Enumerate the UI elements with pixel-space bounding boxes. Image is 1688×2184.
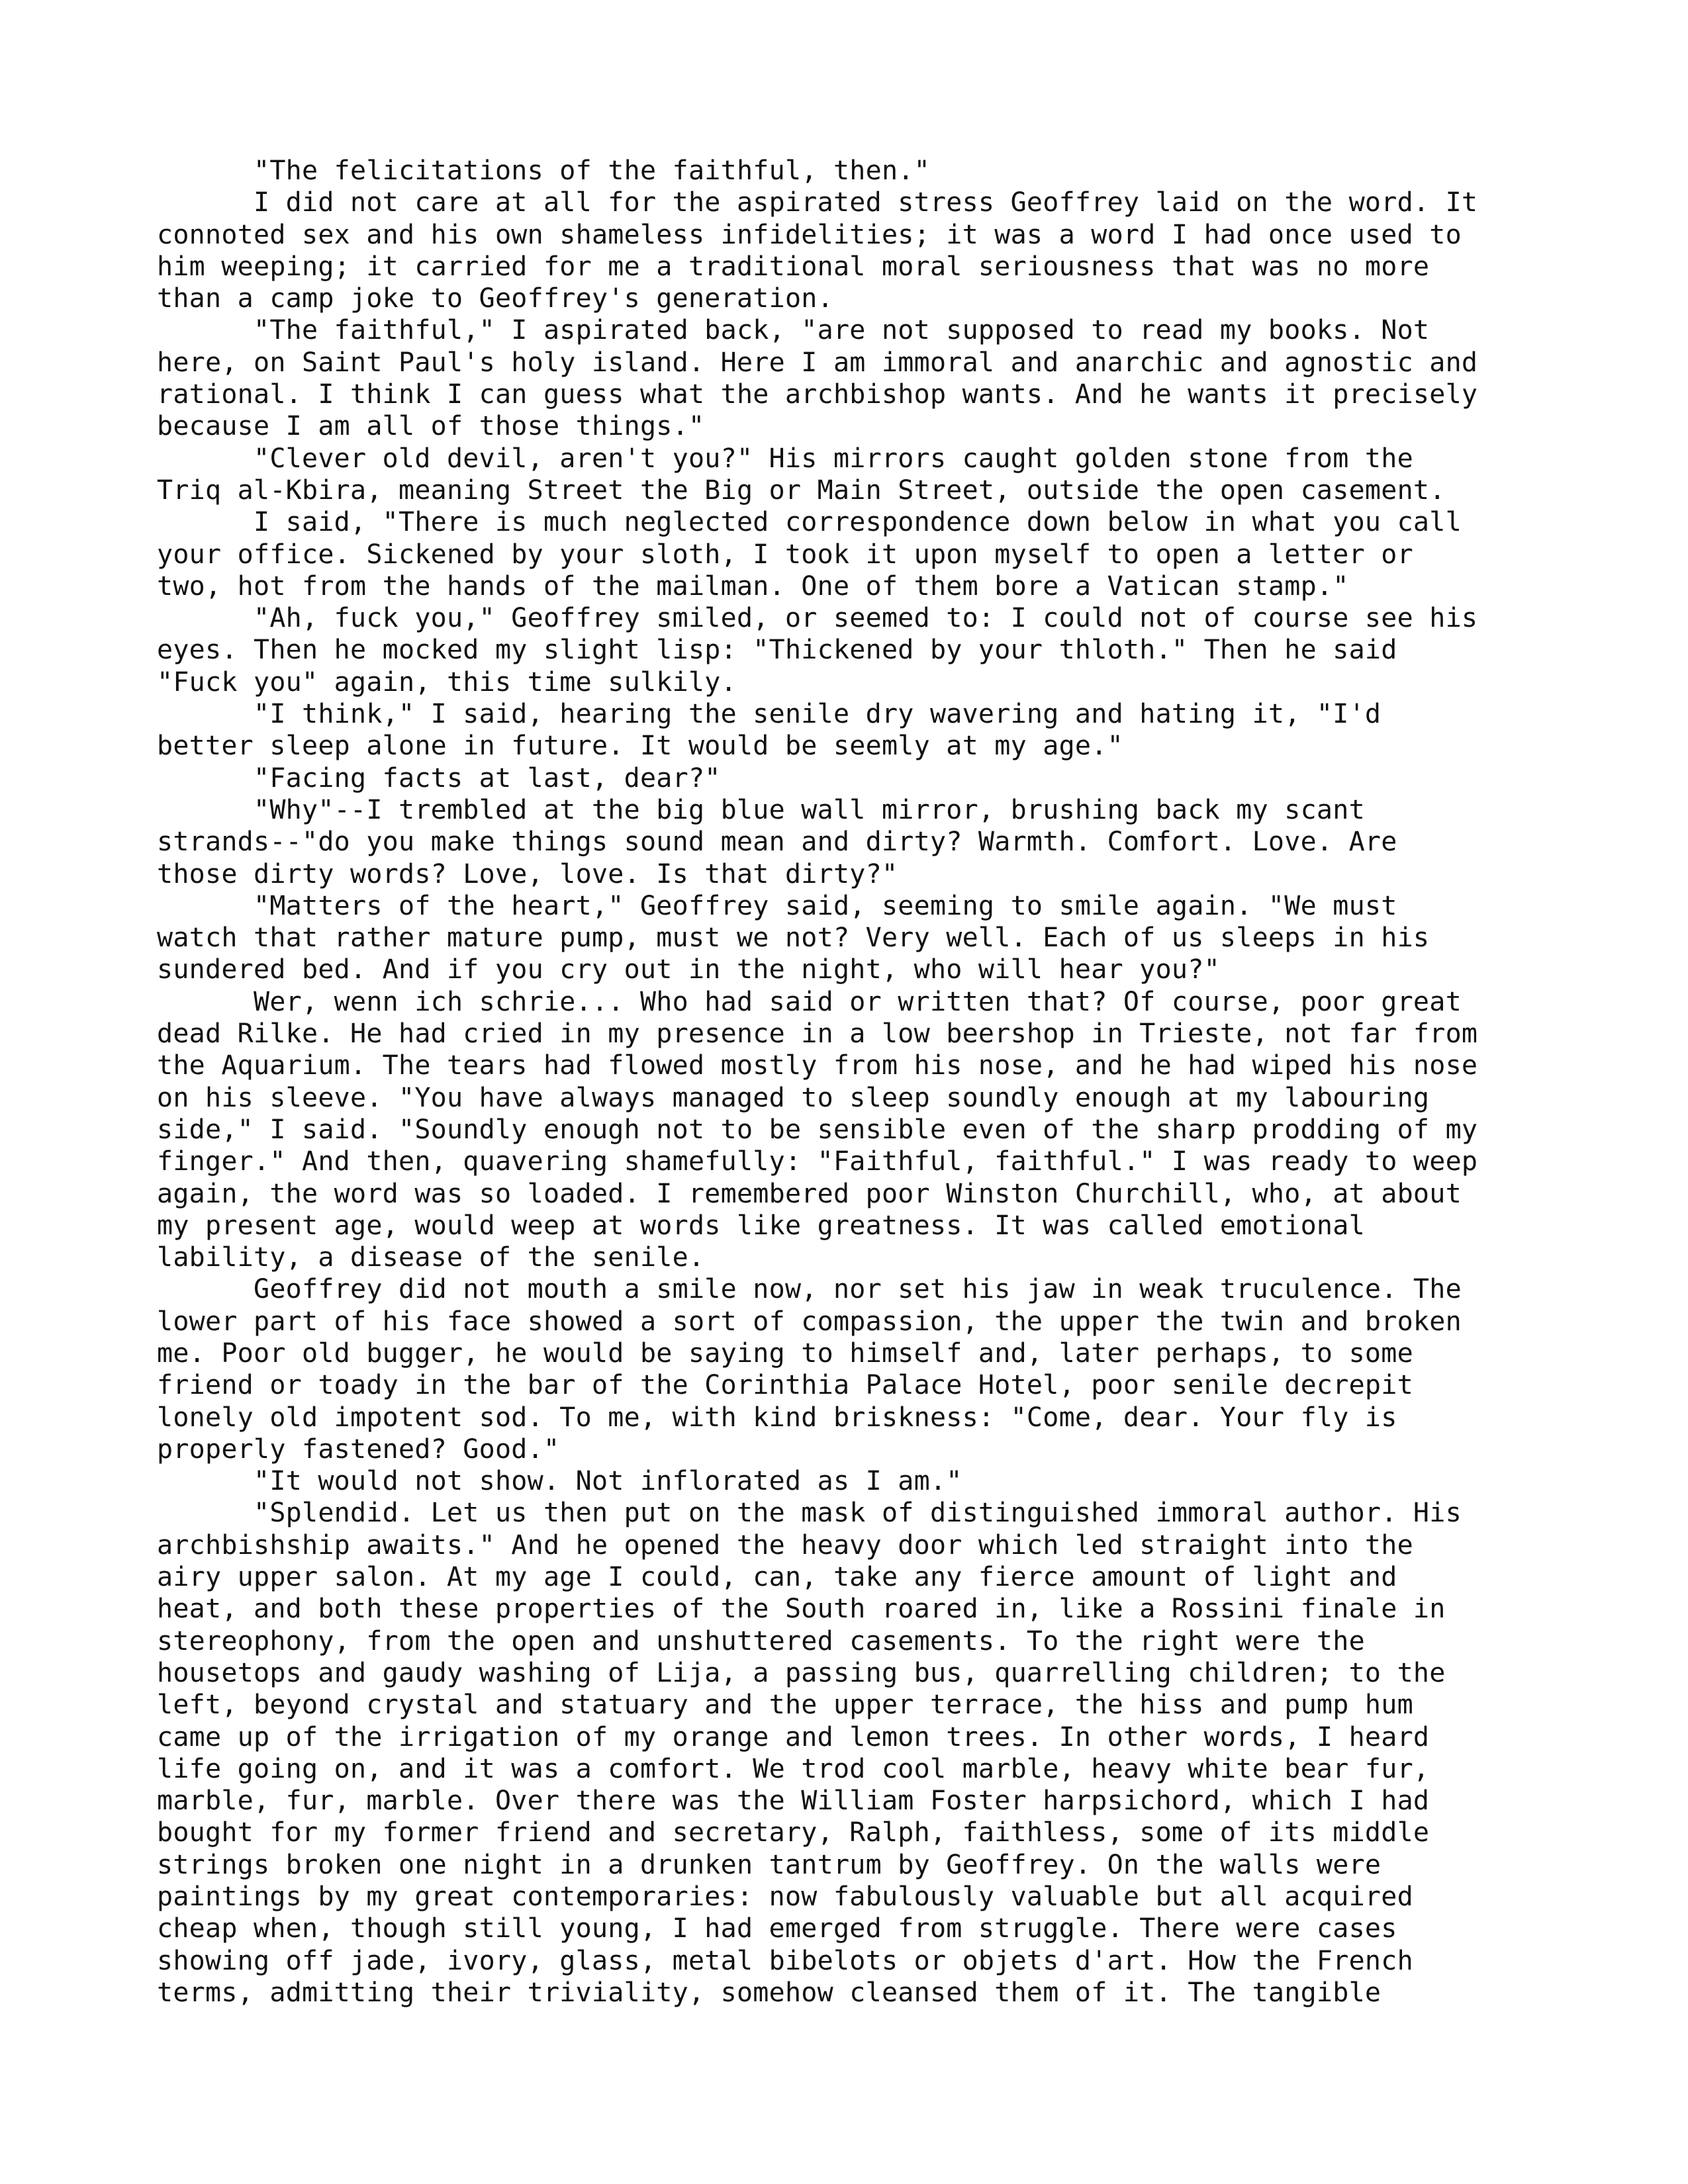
text-line: here, on Saint Paul's holy island. Here I am immoral and anarchic and agnostic and [157, 347, 1478, 378]
text-line: "Ah, fuck you," Geoffrey smiled, or seemed to: I could not of course see his [157, 603, 1478, 634]
text-line: I said, "There is much neglected correspondence down below in what you call [157, 507, 1462, 538]
text-line: two, hot from the hands of the mailman. One of them bore a Vatican stamp." [157, 570, 1349, 602]
text-line: "It would not show. Not inflorated as I am." [157, 1466, 962, 1497]
text-line: housetops and gaudy washing of Lija, a passing bus, quarrelling children; to the [157, 1657, 1446, 1688]
text-line: him weeping; it carried for me a traditional moral seriousness that was no more [157, 251, 1430, 282]
text-line: eyes. Then he mocked my slight lisp: "Thickened by your thloth." Then he said [157, 635, 1397, 666]
text-line: because I am all of those things." [157, 411, 705, 442]
text-line: airy upper salon. At my age I could, can, take any fierce amount of light and [157, 1562, 1397, 1593]
text-line: heat, and both these properties of the South roared in, like a Rossini finale in [157, 1594, 1446, 1625]
text-line: "Facing facts at last, dear?" [157, 762, 721, 794]
text-line: came up of the irrigation of my orange and lemon trees. In other words, I heard [157, 1721, 1430, 1752]
text-line: "The faithful," I aspirated back, "are not supposed to read my books. Not [157, 315, 1430, 346]
text-line: strings broken one night in a drunken tantrum by Geoffrey. On the walls were [157, 1849, 1382, 1880]
text-line: Triq al-Kbira, meaning Street the Big or Main Street, outside the open casement. [157, 475, 1446, 506]
text-line: marble, fur, marble. Over there was the William Foster harpsichord, which I had [157, 1786, 1430, 1817]
text-line: properly fastened? Good." [157, 1433, 560, 1465]
text-line: "Why"--I trembled at the big blue wall mirror, brushing back my scant [157, 794, 1365, 825]
text-line: those dirty words? Love, love. Is that dirty?" [157, 858, 898, 889]
text-line: "Clever old devil, aren't you?" His mirrors caught golden stone from the [157, 443, 1413, 474]
text-line: rational. I think I can guess what the archbishop wants. And he wants it precisely [157, 379, 1478, 410]
text-line: showing off jade, ivory, glass, metal bibelots or objets d'art. How the French [157, 1945, 1413, 1976]
text-line: side," I said. "Soundly enough not to be sensible even of the sharp prodding of my [157, 1114, 1478, 1145]
text-line: "Splendid. Let us then put on the mask of distinguished immoral author. His [157, 1498, 1462, 1529]
text-line: lonely old impotent sod. To me, with kind briskness: "Come, dear. Your fly is [157, 1402, 1397, 1433]
text-line: your office. Sickened by your sloth, I took it upon myself to open a letter or [157, 539, 1413, 570]
text-line: dead Rilke. He had cried in my presence in a low beershop in Trieste, not far from [157, 1019, 1478, 1050]
document-text-body [157, 155, 1534, 2009]
text-line: "The felicitations of the faithful, then." [157, 156, 930, 186]
text-line: bought for my former friend and secretary, Ralph, faithless, some of its middle [157, 1817, 1430, 1848]
text-line: me. Poor old bugger, he would be saying to himself and, later perhaps, to some [157, 1338, 1413, 1369]
text-line: again, the word was so loaded. I remembered poor Winston Churchill, who, at about [157, 1178, 1462, 1209]
text-line: "Matters of the heart," Geoffrey said, seeming to smile again. "We must [157, 890, 1397, 921]
text-line: lower part of his face showed a sort of compassion, the upper the twin and broken [157, 1306, 1462, 1337]
text-line: Geoffrey did not mouth a smile now, nor set his jaw in weak truculence. The [157, 1274, 1462, 1305]
text-line: than a camp joke to Geoffrey's generation. [157, 283, 833, 314]
text-line: I did not care at all for the aspirated stress Geoffrey laid on the word. It [157, 187, 1478, 218]
text-line: my present age, would weep at words like greatness. It was called emotional [157, 1210, 1365, 1241]
text-line: strands--"do you make things sound mean and dirty? Warmth. Comfort. Love. Are [157, 827, 1397, 858]
text-line: "Fuck you" again, this time sulkily. [157, 666, 737, 698]
text-line: connoted sex and his own shameless infidelities; it was a word I had once used to [157, 219, 1462, 250]
text-line: cheap when, though still young, I had emerged from struggle. There were cases [157, 1913, 1397, 1944]
text-line: on his sleeve. "You have always managed to sleep soundly enough at my labouring [157, 1082, 1430, 1113]
text-line: finger." And then, quavering shamefully: "Faithful, faithful." I was ready to weep [157, 1146, 1478, 1177]
text-line: left, beyond crystal and statuary and the upper terrace, the hiss and pump hum [157, 1690, 1413, 1721]
text-line: archbishship awaits." And he opened the heavy door which led straight into the [157, 1529, 1413, 1561]
text-line: Wer, wenn ich schrie... Who had said or written that? Of course, poor great [157, 986, 1462, 1017]
text-line: the Aquarium. The tears had flowed mostly from his nose, and he had wiped his nose [157, 1050, 1478, 1081]
text-line: "I think," I said, hearing the senile dry wavering and hating it, "I'd [157, 699, 1382, 730]
text-line: sundered bed. And if you cry out in the night, who will hear you?" [157, 954, 1220, 985]
text-line: watch that rather mature pump, must we not? Very well. Each of us sleeps in his [157, 923, 1430, 954]
text-line: better sleep alone in future. It would be seemly at my age." [157, 731, 1123, 762]
text-line: friend or toady in the bar of the Corinthia Palace Hotel, poor senile decrepit [157, 1370, 1413, 1401]
text-line: paintings by my great contemporaries: now fabulously valuable but all acquired [157, 1882, 1413, 1913]
text-line: life going on, and it was a comfort. We trod cool marble, heavy white bear fur, [157, 1753, 1430, 1784]
text-line: stereophony, from the open and unshuttered casements. To the right were the [157, 1625, 1365, 1657]
text-line: terms, admitting their triviality, somehow cleansed them of it. The tangible [157, 1977, 1382, 2008]
text-line: lability, a disease of the senile. [157, 1242, 705, 1273]
